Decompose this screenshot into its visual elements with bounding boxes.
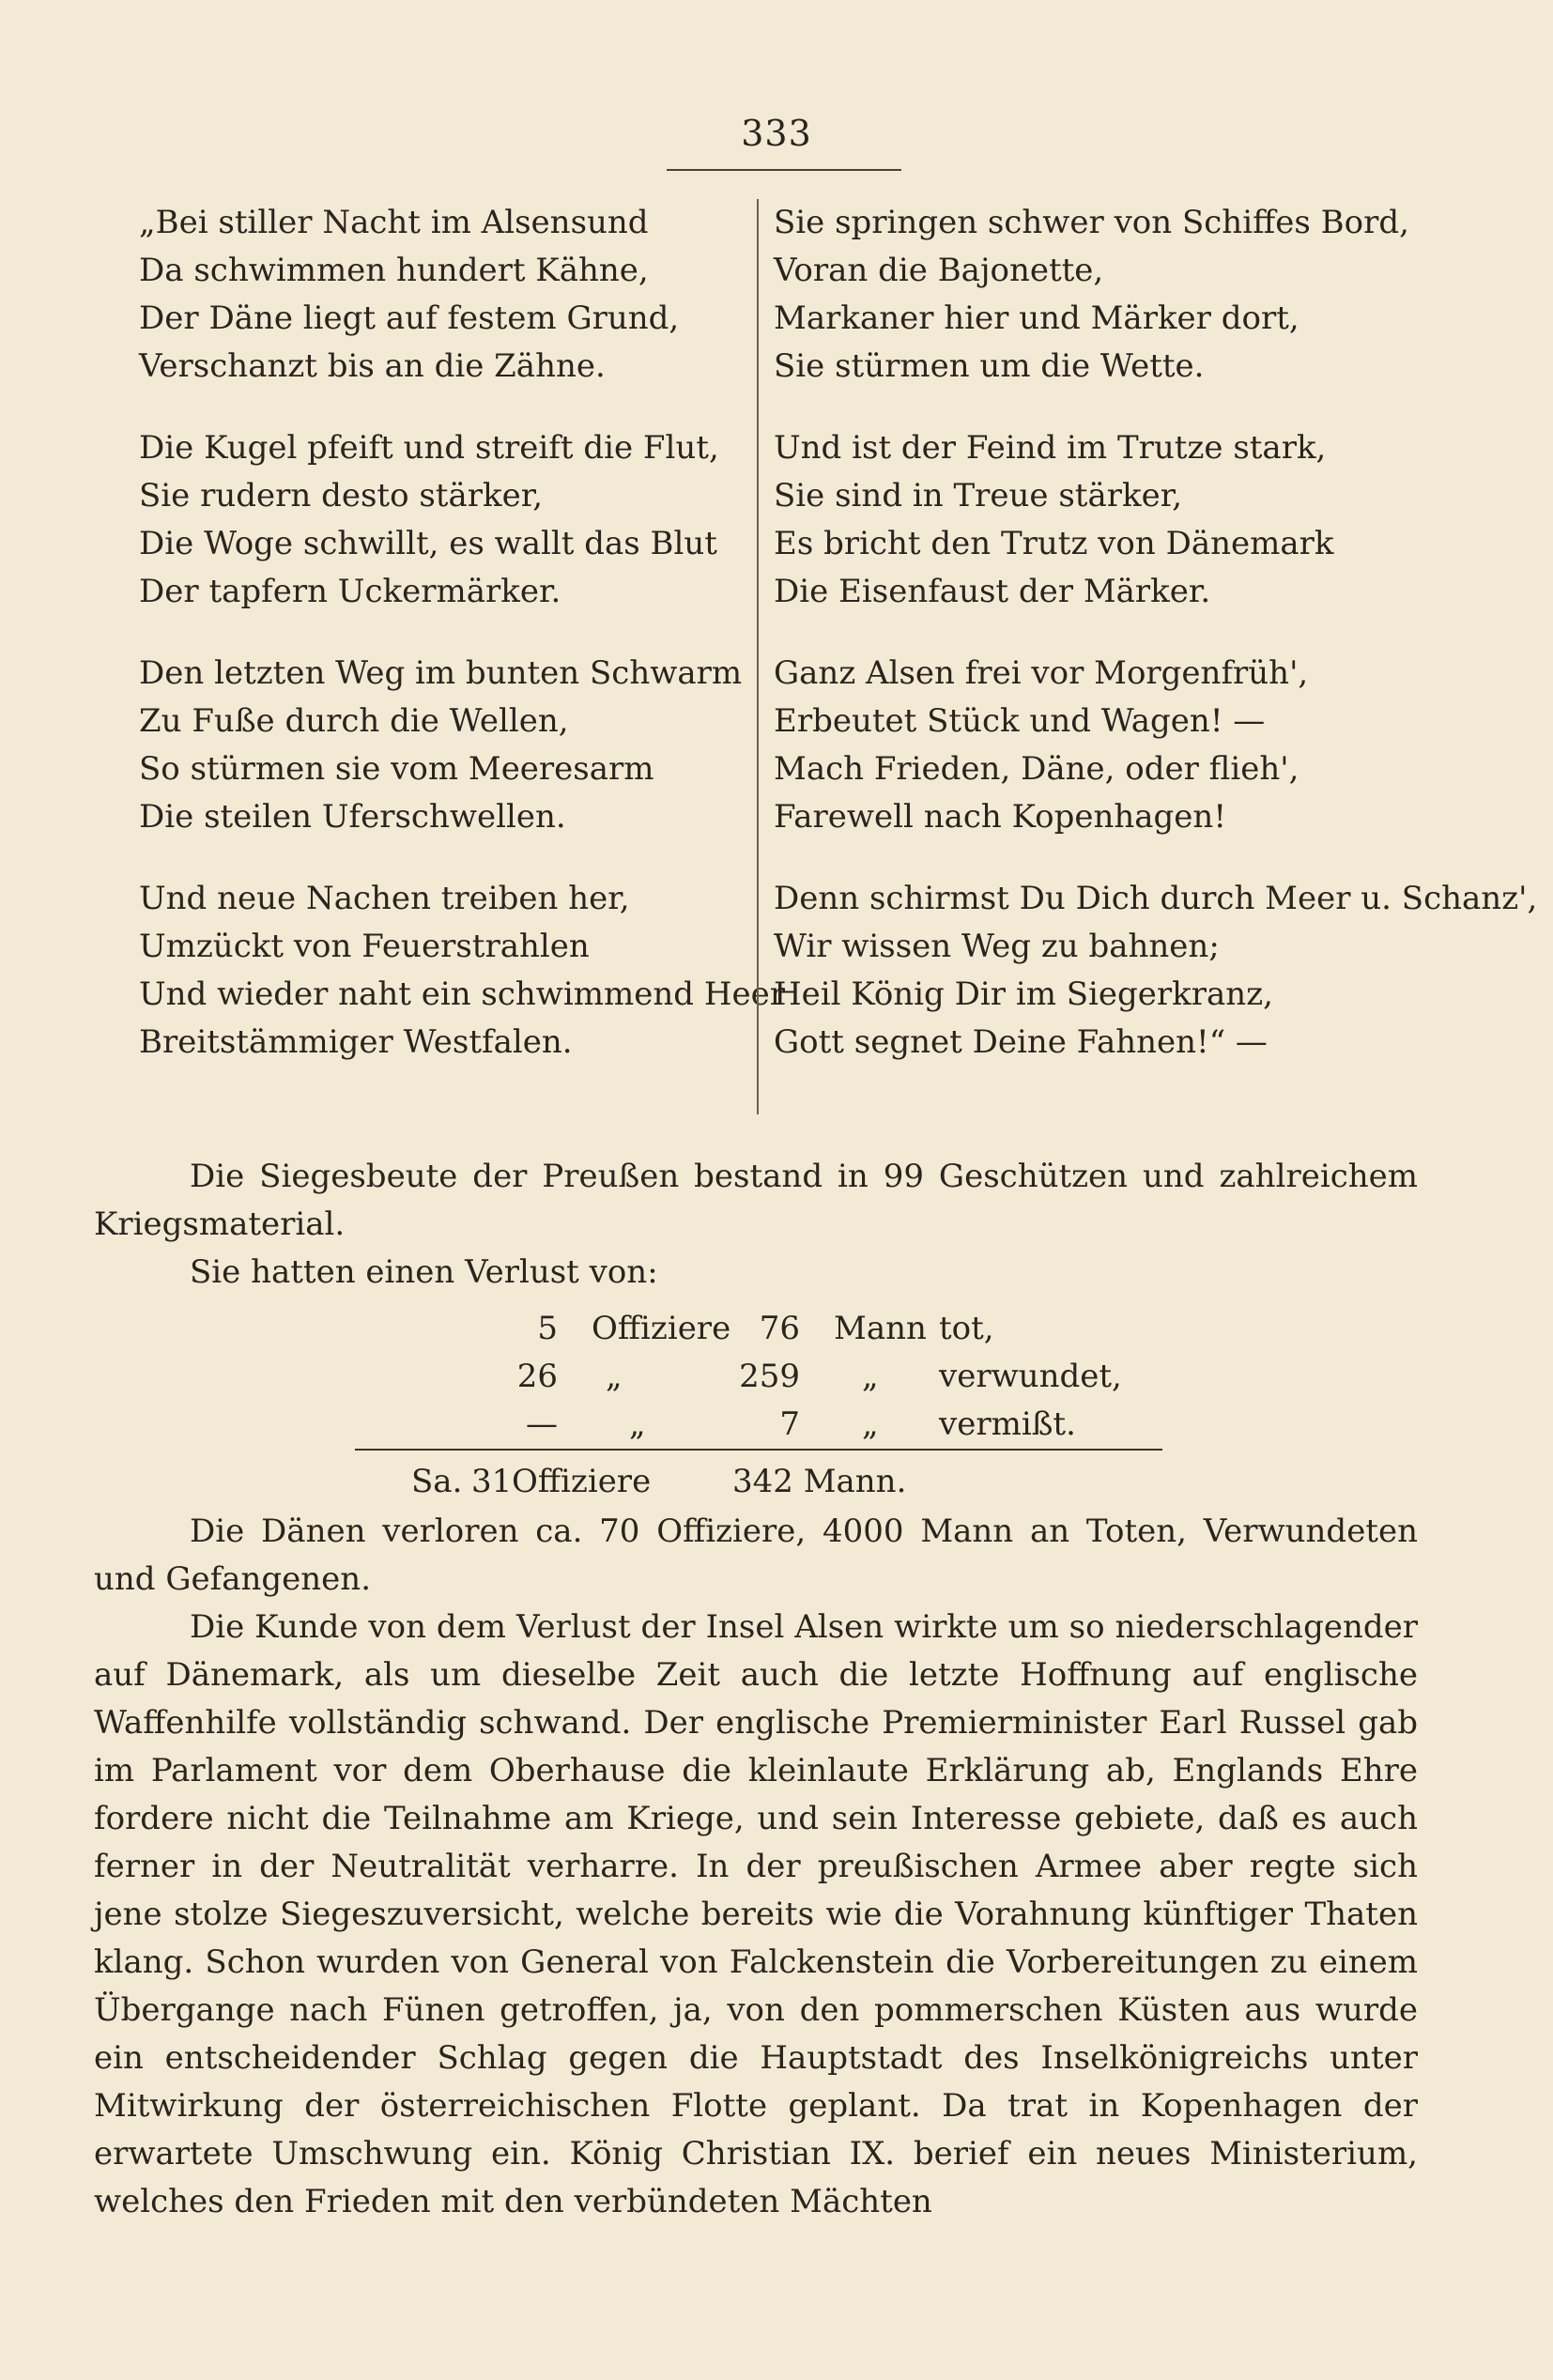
- poem-stanza: [139, 424, 785, 616]
- men-count: 259: [739, 1358, 800, 1395]
- closing-paragraph: Die Kunde von dem Verlust der Insel Alsen wirkte um so niederschlagender auf Dänemark, als um dieselbe Zeit auch die letzte Hoffnung auf englische Waffenhilfe vollständig schwand. Der englische Premierminister Earl Russel gab im Parlament vor dem Oberhause die kleinlaute Erklärung ab, Englands Ehre fordere nicht die Teilnahme am Kriege, und sein Interesse gebiete, daß es auch ferner in der Neutralität verharre. In der preußischen Armee aber regte sich jene stolze Siegeszuversicht, welche bereits wie die Vorahnung künftiger Thaten klang. Schon wurden von General von Falckenstein die Vorbereitungen zu einem Übergange nach Fünen getroffen, ja, von den pommerschen Küsten aus wurde ein entscheidender Schlag gegen die Hauptstadt des Inselkönigreichs unter Mitwirkung der österreichischen Flotte geplant. Da trat in Kopenhagen der erwartete Umschwung ein. König Christian IX. berief ein neues Ministerium, welches den Frieden mit den verbündeten Mächten: [94, 1608, 1418, 2220]
- officer-count: —: [526, 1405, 558, 1443]
- poem-stanza: [774, 199, 1537, 391]
- poem-line: Breitstämmiger Westfalen.: [139, 1023, 573, 1061]
- loss-intro: Sie hatten einen Verlust von:: [190, 1253, 658, 1291]
- sum-officer-label: Offiziere: [512, 1463, 652, 1500]
- poem-line: Denn schirmst Du Dich durch Meer u. Schanz',: [774, 880, 1538, 917]
- officer-label: Offiziere: [592, 1310, 731, 1347]
- column-divider: [757, 199, 759, 1114]
- poem-line: Ganz Alsen frei vor Morgenfrüh',: [774, 654, 1309, 692]
- officer-count: 5: [537, 1310, 558, 1347]
- poem-line: Heil König Dir im Siegerkranz,: [774, 975, 1273, 1013]
- officer-count: 26: [516, 1358, 558, 1395]
- poem-line: Umzückt von Feuerstrahlen: [139, 928, 590, 965]
- poem-line: Verschanzt bis an die Zähne.: [139, 347, 606, 385]
- poem-line: Sie rudern desto stärker,: [139, 477, 544, 514]
- poem-line: Farewell nach Kopenhagen!: [774, 798, 1226, 836]
- poem-line: Die Woge schwillt, es wallt das Blut: [139, 525, 717, 562]
- poem-line: Und ist der Feind im Trutze stark,: [774, 429, 1327, 467]
- sum-label: Sa.: [411, 1463, 463, 1500]
- poem-line: Die Kugel pfeift und streift die Flut,: [139, 429, 719, 467]
- poem-line: Die steilen Uferschwellen.: [139, 798, 566, 836]
- poem-line: Wir wissen Weg zu bahnen;: [774, 928, 1220, 965]
- danish-loss-paragraph: Die Dänen verloren ca. 70 Offiziere, 4000 Mann an Toten, Verwundeten und Gefangenen.: [94, 1512, 1418, 1598]
- men-label: „: [862, 1405, 879, 1443]
- sum-rule: [355, 1449, 1162, 1451]
- loss-row: [0, 1305, 1553, 1353]
- page-number: 333: [741, 113, 812, 154]
- poem-line: Voran die Bajonette,: [774, 252, 1104, 289]
- men-label: „: [862, 1358, 879, 1395]
- poem-line: Erbeutet Stück und Wagen! —: [774, 702, 1266, 740]
- poem-line: Sie sind in Treue stärker,: [774, 477, 1183, 514]
- poem-stanza: [139, 875, 785, 1067]
- poem-line: So stürmen sie vom Meeresarm: [139, 750, 654, 788]
- loss-status: tot,: [939, 1310, 994, 1347]
- poem-line: Da schwimmen hundert Kähne,: [139, 252, 649, 289]
- sum-men: 342 Mann.: [732, 1463, 907, 1500]
- poem-left-column: [139, 199, 785, 1100]
- men-label: Mann: [834, 1310, 927, 1347]
- loss-table: [0, 1305, 1553, 1449]
- poem-stanza: [139, 199, 785, 391]
- poem-line: Der Däne liegt auf festem Grund,: [139, 299, 680, 337]
- men-count: 7: [779, 1405, 800, 1443]
- loss-status: verwundet,: [939, 1358, 1122, 1395]
- loss-sum-row: [0, 1458, 1553, 1506]
- loss-row: [0, 1401, 1553, 1449]
- poem-line: Es bricht den Trutz von Dänemark: [774, 525, 1334, 562]
- poem-line: Sie stürmen um die Wette.: [774, 347, 1205, 385]
- poem-stanza: [139, 650, 785, 841]
- poem-line: Die Eisenfaust der Märker.: [774, 573, 1211, 610]
- poem-stanza: [774, 650, 1537, 841]
- poem-line: Und wieder naht ein schwimmend Heer: [139, 975, 785, 1013]
- poem-line: Den letzten Weg im bunten Schwarm: [139, 654, 743, 692]
- loss-status: vermißt.: [939, 1405, 1076, 1443]
- loss-row: [0, 1353, 1553, 1401]
- poem-stanza: [774, 424, 1537, 616]
- poem-line: Markaner hier und Märker dort,: [774, 299, 1299, 337]
- poem-line: Zu Fuße durch die Wellen,: [139, 702, 569, 740]
- poem-line: „Bei stiller Nacht im Alsensund: [139, 204, 649, 241]
- poem-line: Der tapfern Uckermärker.: [139, 573, 561, 610]
- sum-officer-count: 31: [471, 1463, 513, 1500]
- poem-line: Gott segnet Deine Fahnen!“ —: [774, 1023, 1268, 1061]
- officer-label: „: [629, 1405, 646, 1443]
- booty-paragraph: Die Siegesbeute der Preußen bestand in 99 Geschützen und zahlreichem Kriegsmaterial.: [94, 1158, 1418, 1243]
- poem-stanza: [774, 875, 1537, 1067]
- poem-line: Sie springen schwer von Schiffes Bord,: [774, 204, 1409, 241]
- poem-right-column: [774, 199, 1537, 1100]
- poem-line: Mach Frieden, Däne, oder flieh',: [774, 750, 1299, 788]
- page-number-rule: [667, 169, 901, 171]
- poem-line: Und neue Nachen treiben her,: [139, 880, 630, 917]
- officer-label: „: [606, 1358, 623, 1395]
- men-count: 76: [759, 1310, 800, 1347]
